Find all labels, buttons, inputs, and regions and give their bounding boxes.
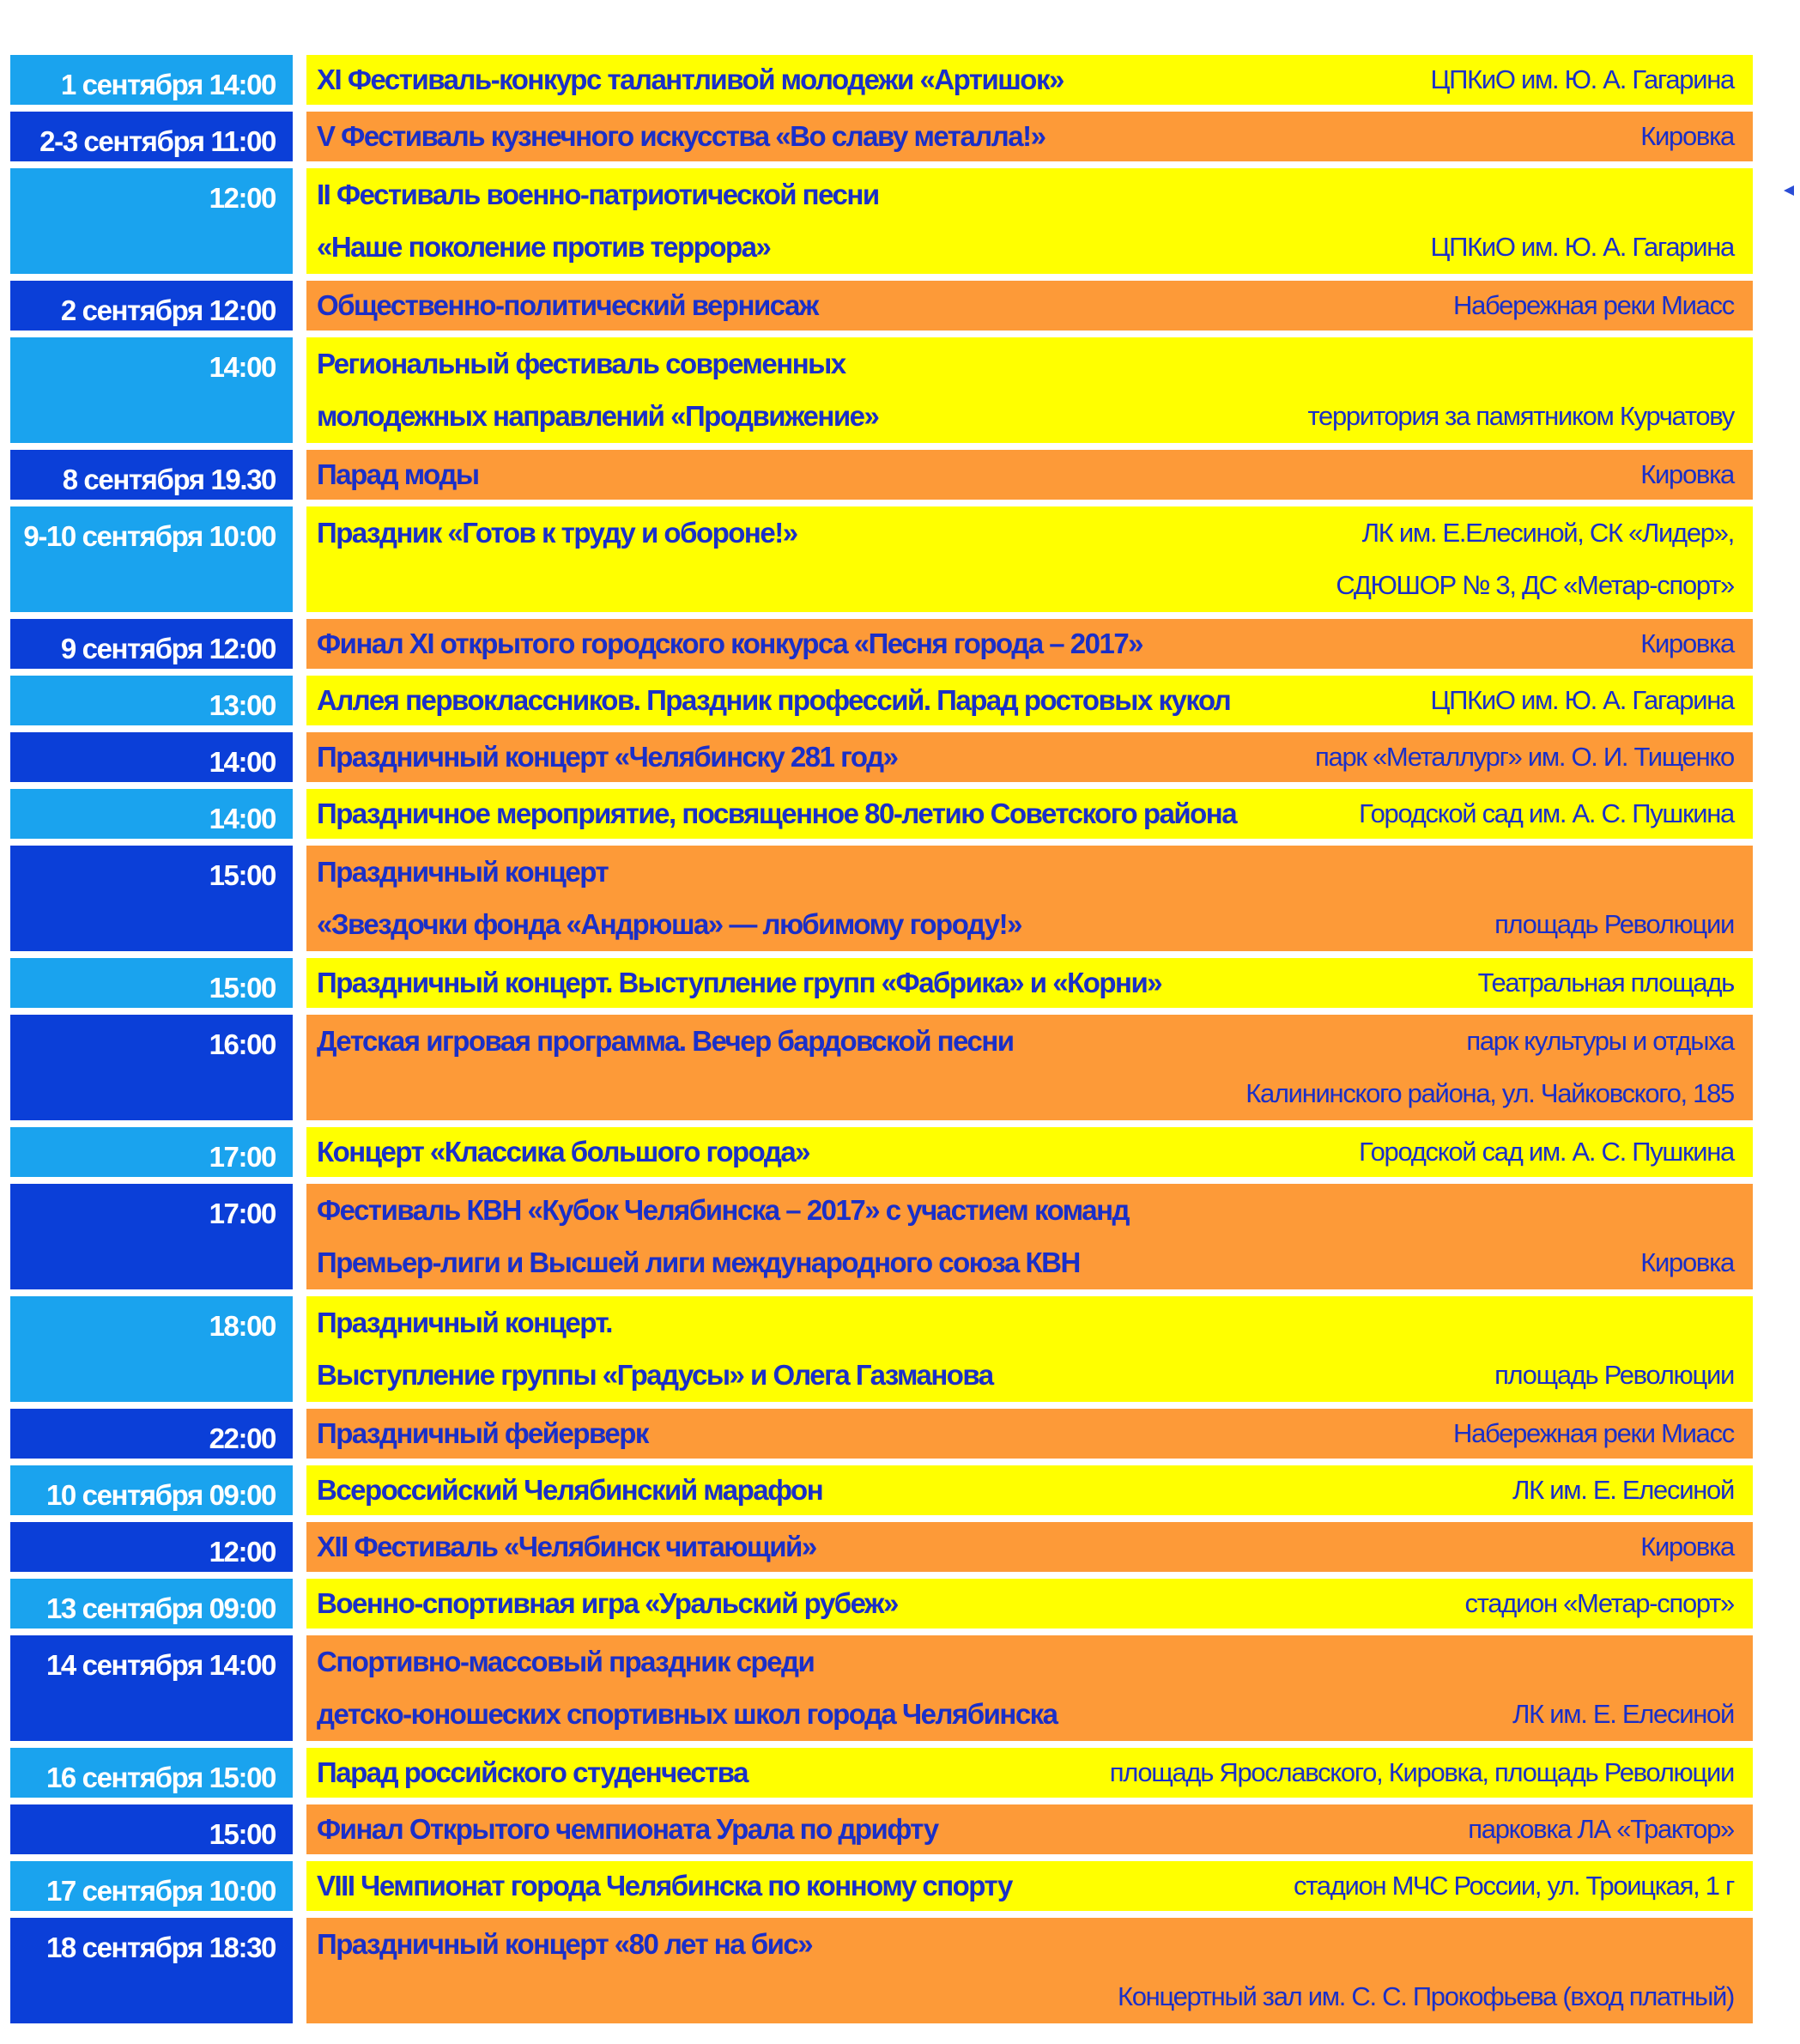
schedule-row: [10, 1579, 1753, 1629]
schedule-row: [10, 1861, 1753, 1911]
event-title: Спортивно-массовый праздник среди: [317, 1645, 815, 1677]
event-details: [306, 337, 1753, 443]
schedule-row: [10, 1184, 1753, 1289]
event-datetime: 1 сентября 14:00: [10, 55, 293, 105]
event-datetime: 17:00: [10, 1127, 293, 1177]
schedule-row: [10, 619, 1753, 669]
event-line: [317, 1522, 1734, 1572]
event-schedule: [10, 55, 1753, 2023]
event-details: [306, 732, 1753, 782]
event-venue: Городской сад им. А. С. Пушкина: [1359, 798, 1734, 828]
event-line: [317, 619, 1734, 669]
event-title: детско-юношеских спортивных школ города Челябинска: [317, 1697, 1058, 1730]
event-venue: парк «Металлург» им. О. И. Тищенко: [1315, 742, 1734, 772]
event-datetime: 18:00: [10, 1296, 293, 1402]
event-datetime: 16:00: [10, 1015, 293, 1120]
event-details: [306, 1127, 1753, 1177]
event-details: [306, 676, 1753, 725]
event-title: Премьер-лиги и Высшей лиги международного союза КВН: [317, 1246, 1080, 1278]
event-details: [306, 1296, 1753, 1402]
event-venue: стадион «Метар-спорт»: [1464, 1588, 1734, 1618]
event-details: [306, 1522, 1753, 1572]
event-details: [306, 1409, 1753, 1459]
event-title: XI Фестиваль-конкурс талантливой молодежи «Артишок»: [317, 64, 1064, 95]
event-details: [306, 506, 1753, 612]
event-details: [306, 112, 1753, 161]
event-line: [317, 112, 1734, 161]
event-line: [317, 55, 1734, 105]
event-datetime: 16 сентября 15:00: [10, 1748, 293, 1798]
event-details: [306, 1804, 1753, 1854]
event-details: [306, 1861, 1753, 1911]
event-datetime: 22:00: [10, 1409, 293, 1459]
event-details: [306, 281, 1753, 331]
event-line: [317, 221, 1734, 273]
event-venue: Кировка: [1640, 1531, 1734, 1562]
event-details: [306, 450, 1753, 500]
event-venue: Кировка: [1640, 628, 1734, 658]
schedule-row: [10, 450, 1753, 500]
schedule-row: [10, 676, 1753, 725]
event-title: Фестиваль КВН «Кубок Челябинска – 2017» с участием команд: [317, 1193, 1129, 1226]
event-datetime: 13:00: [10, 676, 293, 725]
schedule-row: [10, 958, 1753, 1008]
event-title: Финал XI открытого городского конкурса «Песня города – 2017»: [317, 628, 1143, 659]
event-datetime: 14 сентября 14:00: [10, 1635, 293, 1741]
event-title: Праздничный концерт: [317, 855, 609, 888]
event-venue: парк культуры и отдыха: [1466, 1025, 1734, 1056]
event-datetime: 14:00: [10, 732, 293, 782]
event-datetime: 18 сентября 18:30: [10, 1918, 293, 2023]
event-venue: Концертный зал им. С. С. Прокофьева (вход платный): [1117, 1980, 1734, 2011]
event-line: [317, 1067, 1734, 1119]
schedule-row: [10, 732, 1753, 782]
event-venue: стадион МЧС России, ул. Троицкая, 1 г: [1294, 1871, 1734, 1901]
event-title: молодежных направлений «Продвижение»: [317, 399, 879, 432]
schedule-row: [10, 789, 1753, 839]
event-line: [317, 281, 1734, 331]
event-title: Праздничный концерт «Челябинску 281 год»: [317, 741, 898, 773]
event-title: Парад российского студенчества: [317, 1756, 748, 1788]
event-line: [317, 1015, 1734, 1067]
event-venue: ЛК им. Е. Елесиной: [1512, 1698, 1734, 1729]
schedule-row: [10, 1015, 1753, 1120]
event-title: Праздничный концерт. Выступление групп «Фабрика» и «Корни»: [317, 967, 1162, 998]
event-line: [317, 506, 1734, 559]
event-venue: ЦПКиО им. Ю. А. Гагарина: [1430, 64, 1734, 94]
event-datetime: 12:00: [10, 1522, 293, 1572]
schedule-row: [10, 846, 1753, 951]
event-datetime: 15:00: [10, 846, 293, 951]
schedule-row: [10, 55, 1753, 105]
event-line: [317, 789, 1734, 839]
event-title: Всероссийский Челябинский марафон: [317, 1474, 823, 1506]
event-venue: площадь Революции: [1494, 1359, 1734, 1390]
event-datetime: 14:00: [10, 789, 293, 839]
event-details: [306, 958, 1753, 1008]
event-venue: ЛК им. Е. Елесиной: [1512, 1475, 1734, 1505]
schedule-row: [10, 1635, 1753, 1741]
schedule-row: [10, 1127, 1753, 1177]
event-title: V Фестиваль кузнечного искусства «Во славу металла!»: [317, 120, 1045, 152]
event-datetime: 17:00: [10, 1184, 293, 1289]
event-details: [306, 619, 1753, 669]
event-title: Праздничный концерт.: [317, 1306, 612, 1338]
event-venue: территория за памятником Курчатову: [1307, 400, 1734, 431]
event-line: [317, 898, 1734, 950]
schedule-row: [10, 1465, 1753, 1515]
event-line: [317, 559, 1734, 611]
event-line: [317, 1688, 1734, 1740]
event-line: [317, 1296, 1734, 1349]
arrow-left-icon: [1784, 185, 1794, 196]
event-datetime: 13 сентября 09:00: [10, 1579, 293, 1629]
event-details: [306, 1635, 1753, 1741]
event-venue: парковка ЛА «Трактор»: [1468, 1814, 1734, 1844]
event-venue: Театральная площадь: [1477, 967, 1734, 998]
event-title: «Наше поколение против террора»: [317, 230, 771, 263]
event-line: [317, 1409, 1734, 1459]
event-venue: СДЮШОР № 3, ДС «Метар-спорт»: [1336, 569, 1734, 600]
event-datetime: 14:00: [10, 337, 293, 443]
event-datetime: 9-10 сентября 10:00: [10, 506, 293, 612]
event-datetime: 10 сентября 09:00: [10, 1465, 293, 1515]
schedule-row: [10, 1409, 1753, 1459]
event-line: [317, 1236, 1734, 1289]
event-datetime: 8 сентября 19.30: [10, 450, 293, 500]
event-line: [317, 1465, 1734, 1515]
event-title: Детская игровая программа. Вечер бардовской песни: [317, 1024, 1014, 1057]
event-datetime: 2-3 сентября 11:00: [10, 112, 293, 161]
event-datetime: 15:00: [10, 958, 293, 1008]
schedule-row: [10, 168, 1753, 274]
event-title: Региональный фестиваль современных: [317, 347, 845, 379]
schedule-row: [10, 506, 1753, 612]
event-venue: ЦПКиО им. Ю. А. Гагарина: [1430, 231, 1734, 262]
event-line: [317, 337, 1734, 390]
event-datetime: 17 сентября 10:00: [10, 1861, 293, 1911]
event-venue: Набережная реки Миасс: [1453, 290, 1734, 320]
event-line: [317, 846, 1734, 898]
schedule-row: [10, 112, 1753, 161]
event-details: [306, 846, 1753, 951]
event-title: Выступление группы «Градусы» и Олега Газманова: [317, 1358, 993, 1391]
event-title: Праздничное мероприятие, посвященное 80-летию Советского района: [317, 798, 1237, 829]
event-line: [317, 1127, 1734, 1177]
event-datetime: 15:00: [10, 1804, 293, 1854]
event-title: VIII Чемпионат города Челябинска по конному спорту: [317, 1870, 1012, 1901]
event-line: [317, 1970, 1734, 2023]
event-venue: Кировка: [1640, 459, 1734, 489]
event-line: [317, 1579, 1734, 1629]
event-title: Парад моды: [317, 458, 479, 490]
event-details: [306, 1918, 1753, 2023]
event-line: [317, 676, 1734, 725]
event-title: «Звездочки фонда «Андрюша» — любимому городу!»: [317, 907, 1021, 940]
schedule-row: [10, 281, 1753, 331]
event-venue: Калининского района, ул. Чайковского, 185: [1245, 1077, 1734, 1108]
event-line: [317, 1748, 1734, 1798]
schedule-row: [10, 1748, 1753, 1798]
event-venue: ЦПКиО им. Ю. А. Гагарина: [1430, 685, 1734, 715]
event-venue: ЛК им. Е.Елесиной, СК «Лидер»,: [1361, 517, 1734, 548]
schedule-row: [10, 1522, 1753, 1572]
event-venue: площадь Ярославского, Кировка, площадь Революции: [1109, 1757, 1734, 1787]
event-title: XII Фестиваль «Челябинск читающий»: [317, 1531, 816, 1562]
event-venue: Кировка: [1640, 1246, 1734, 1277]
event-title: Военно-спортивная игра «Уральский рубеж»: [317, 1587, 898, 1619]
event-datetime: 9 сентября 12:00: [10, 619, 293, 669]
event-line: [317, 1349, 1734, 1401]
event-line: [317, 1918, 1734, 1970]
event-title: Праздник «Готов к труду и обороне!»: [317, 516, 797, 549]
event-line: [317, 450, 1734, 500]
event-line: [317, 168, 1734, 221]
event-details: [306, 1015, 1753, 1120]
event-details: [306, 168, 1753, 274]
event-title: Концерт «Классика большого города»: [317, 1136, 810, 1168]
event-details: [306, 789, 1753, 839]
event-details: [306, 1579, 1753, 1629]
event-title: Финал Открытого чемпионата Урала по дрифту: [317, 1813, 938, 1845]
event-details: [306, 1465, 1753, 1515]
event-line: [317, 1184, 1734, 1236]
schedule-row: [10, 337, 1753, 443]
event-datetime: 12:00: [10, 168, 293, 274]
event-title: II Фестиваль военно-патриотической песни: [317, 178, 879, 210]
event-line: [317, 390, 1734, 442]
event-title: Праздничный концерт «80 лет на бис»: [317, 1927, 813, 1960]
event-line: [317, 732, 1734, 782]
event-line: [317, 1635, 1734, 1688]
schedule-row: [10, 1918, 1753, 2023]
event-venue: площадь Революции: [1494, 908, 1734, 939]
schedule-row: [10, 1296, 1753, 1402]
event-line: [317, 1861, 1734, 1911]
event-title: Аллея первоклассников. Праздник профессий. Парад ростовых кукол: [317, 684, 1231, 716]
event-title: Общественно-политический вернисаж: [317, 289, 818, 321]
event-title: Праздничный фейерверк: [317, 1417, 648, 1449]
event-venue: Кировка: [1640, 121, 1734, 151]
event-details: [306, 1184, 1753, 1289]
event-datetime: 2 сентября 12:00: [10, 281, 293, 331]
event-line: [317, 958, 1734, 1008]
schedule-row: [10, 1804, 1753, 1854]
event-line: [317, 1804, 1734, 1854]
event-venue: Городской сад им. А. С. Пушкина: [1359, 1137, 1734, 1167]
event-venue: Набережная реки Миасс: [1453, 1418, 1734, 1448]
event-details: [306, 1748, 1753, 1798]
event-details: [306, 55, 1753, 105]
